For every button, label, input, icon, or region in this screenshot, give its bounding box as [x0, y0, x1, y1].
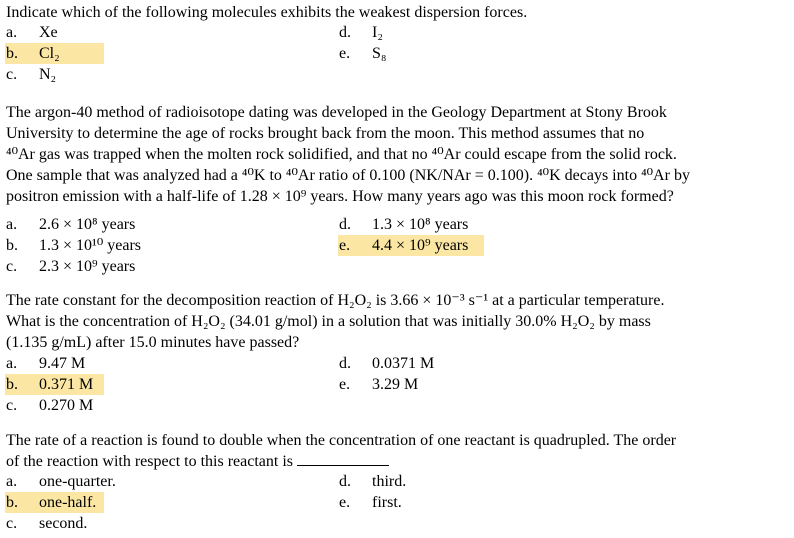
option-text: one-quarter. [39, 473, 116, 490]
q1-option-c[interactable] [5, 64, 104, 85]
q3-option-e[interactable] [338, 374, 484, 395]
option-letter: c. [6, 66, 18, 83]
question-4-line-2 [6, 451, 389, 472]
q3-option-b[interactable] [5, 374, 104, 395]
option-text: N₂ [39, 66, 57, 83]
option-text: 4.4 × 10⁹ years [372, 237, 469, 254]
option-letter: d. [339, 24, 351, 41]
question-2-line-5: positron emission with a half-life of 1.28 × 10⁹ years. How many years ago was this moon rock formed? [6, 188, 674, 205]
option-text: 2.3 × 10⁹ years [39, 258, 136, 275]
option-letter: a. [6, 355, 18, 372]
option-letter: b. [6, 376, 18, 393]
option-text: 9.47 M [39, 355, 86, 372]
q2-option-d[interactable] [338, 214, 484, 235]
question-2-line-4: One sample that was analyzed had a ⁴⁰K to ⁴⁰Ar ratio of 0.100 (NK/NAr = 0.100). ⁴⁰K decays into ⁴⁰Ar by [6, 167, 690, 184]
option-letter: d. [339, 355, 351, 372]
option-text: 1.3 × 10⁸ years [372, 216, 469, 233]
q1-option-a[interactable] [5, 22, 104, 43]
q1-option-e[interactable] [338, 43, 484, 64]
q1-option-b[interactable] [5, 43, 104, 64]
q3-option-a[interactable] [5, 353, 104, 374]
option-letter: d. [339, 473, 351, 490]
option-letter: c. [6, 397, 18, 414]
option-text: first. [372, 494, 402, 511]
answer-blank [297, 451, 389, 466]
q2-option-c[interactable] [5, 256, 136, 277]
option-text: 0.0371 M [372, 355, 435, 372]
option-text: I₂ [372, 24, 383, 41]
option-text: 0.371 M [39, 376, 94, 393]
option-text: second. [39, 515, 88, 532]
option-text: third. [372, 473, 407, 490]
option-letter: b. [6, 45, 18, 62]
option-letter: d. [339, 216, 351, 233]
question-1-text: Indicate which of the following molecules exhibits the weakest dispersion forces. [6, 4, 528, 21]
option-text: 2.6 × 10⁸ years [39, 216, 136, 233]
question-2-line-1: The argon-40 method of radioisotope dating was developed in the Geology Department at Stony Brook [6, 104, 667, 121]
option-letter: a. [6, 24, 18, 41]
question-2-line-2: University to determine the age of rocks brought back from the moon. This method assumes that no [6, 125, 645, 142]
question-3-line-1: The rate constant for the decomposition reaction of H₂O₂ is 3.66 × 10⁻³ s⁻¹ at a particular temperature. [6, 292, 665, 309]
option-letter: e. [339, 376, 351, 393]
q3-option-d[interactable] [338, 353, 484, 374]
question-3-line-2: What is the concentration of H₂O₂ (34.01 g/mol) in a solution that was initially 30.0% H₂O₂ by mass [6, 313, 651, 330]
option-letter: b. [6, 494, 18, 511]
q4-option-d[interactable] [338, 471, 484, 492]
q4-option-b[interactable] [5, 492, 104, 513]
option-text: 1.3 × 10¹⁰ years [39, 237, 141, 254]
q4-option-a[interactable] [5, 471, 116, 492]
option-text: 3.29 M [372, 376, 419, 393]
question-2-line-3: ⁴⁰Ar gas was trapped when the molten rock solidified, and that no ⁴⁰Ar could escape from the solid rock. [6, 146, 677, 163]
q2-option-b[interactable] [5, 235, 141, 256]
option-letter: e. [339, 494, 351, 511]
option-text: 0.270 M [39, 397, 94, 414]
option-text: Cl₂ [39, 45, 60, 62]
question-4-line-1: The rate of a reaction is found to double when the concentration of one reactant is quadrupled. The order [6, 432, 677, 449]
q4-option-e[interactable] [338, 492, 484, 513]
q4-option-c[interactable] [5, 513, 104, 534]
option-letter: b. [6, 237, 18, 254]
option-letter: a. [6, 216, 18, 233]
option-text: S₈ [372, 45, 387, 62]
option-text: Xe [39, 24, 58, 41]
option-letter: e. [339, 237, 351, 254]
q2-option-a[interactable] [5, 214, 136, 235]
question-3-line-3: (1.135 g/mL) after 15.0 minutes have passed? [6, 334, 300, 351]
option-letter: c. [6, 515, 18, 532]
option-text: one-half. [39, 494, 97, 511]
option-letter: e. [339, 45, 351, 62]
question-4-line-2-text: of the reaction with respect to this reactant is [6, 453, 294, 470]
option-letter: a. [6, 473, 18, 490]
q2-option-e[interactable] [338, 235, 484, 256]
q3-option-c[interactable] [5, 395, 104, 416]
option-letter: c. [6, 258, 18, 275]
q1-option-d[interactable] [338, 22, 484, 43]
